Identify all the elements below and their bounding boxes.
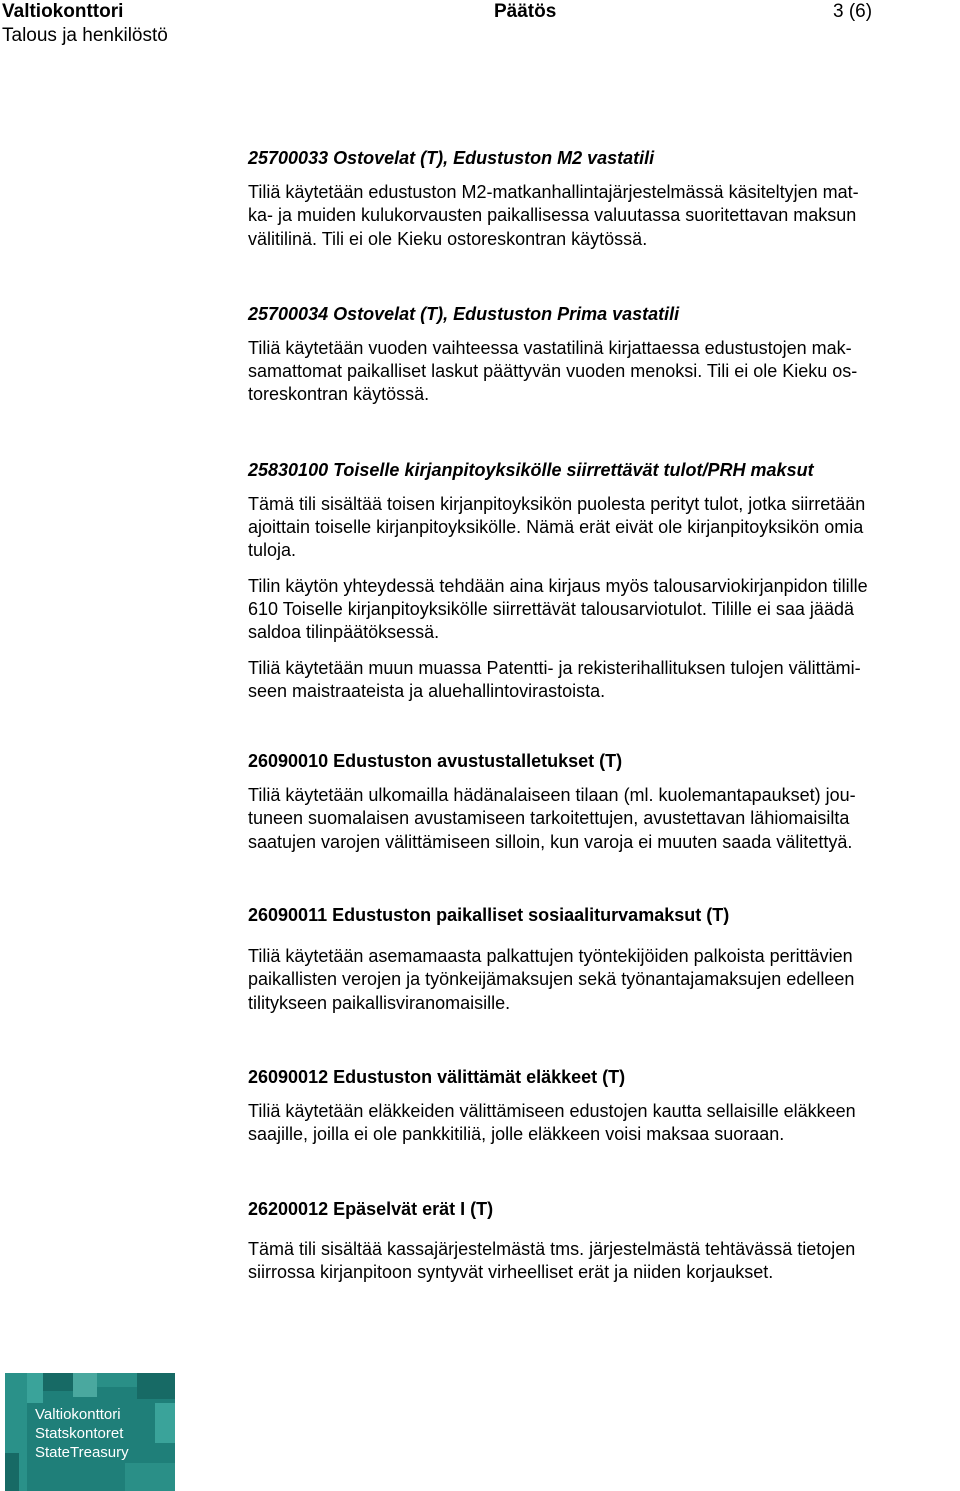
section-paragraph: Tilin käytön yhteydessä tehdään aina kirjaus myös talousarviokirjanpidon tilille 610 Toiselle kirjanpitoyksikölle siirrettävät talousarviotulot. Tilille ei saa jäädä saldoa tilinpäätöksessä. bbox=[248, 575, 868, 643]
account-section bbox=[248, 146, 960, 251]
section-title: 25700034 Ostovelat (T), Edustuston Prima vastatili bbox=[248, 303, 680, 324]
account-section bbox=[248, 903, 960, 1015]
account-section bbox=[248, 302, 960, 407]
logo-text-line: Statskontoret bbox=[35, 1425, 124, 1442]
section-title: 25700033 Ostovelat (T), Edustuston M2 vastatili bbox=[248, 148, 655, 168]
section-paragraph: Tämä tili sisältää kassajärjestelmästä tms. järjestelmästä tehtävässä tietojen siirrossa kirjanpitoon syntyvät virheelliset erät ja niiden korjaukset. bbox=[248, 1238, 856, 1282]
document-body bbox=[248, 146, 960, 1284]
document-type: Päätös bbox=[494, 1, 557, 22]
page-number: 3 (6) bbox=[833, 1, 873, 22]
logo-text-line: Valtiokonttori bbox=[35, 1406, 121, 1423]
organization-name: Valtiokonttori bbox=[2, 1, 124, 22]
section-title: 25830100 Toiselle kirjanpitoyksikölle siirrettävät tulot/PRH maksut bbox=[248, 459, 814, 480]
department-name: Talous ja henkilöstö bbox=[2, 25, 168, 46]
section-paragraph: Tiliä käytetään asemamaasta palkattujen työntekijöiden palkoista perittävien paikallisten verojen ja työnkeijämaksujen sekä työnantajamaksujen edelleen tilitykseen paikallisviranomaisille. bbox=[248, 946, 855, 1013]
account-section bbox=[248, 1197, 960, 1285]
logo-text-line: StateTreasury bbox=[35, 1444, 129, 1461]
section-title: 26090010 Edustuston avustustalletukset (T) bbox=[248, 751, 623, 772]
account-section bbox=[248, 1065, 960, 1147]
section-paragraph: Tiliä käytetään eläkkeiden välittämiseen edustojen kautta sellaisille eläkkeen saajille, joilla ei ole pankkitiliä, jolle eläkkeen voisi maksaa suoraan. bbox=[248, 1100, 856, 1145]
account-section bbox=[248, 458, 960, 703]
section-title: 26200012 Epäselvät erät I (T) bbox=[248, 1198, 494, 1219]
account-section bbox=[248, 749, 960, 854]
section-paragraph: Tiliä käytetään ulkomailla hädänalaiseen tilaan (ml. kuolemantapaukset) jou- tuneen suomalaisen avustamiseen tarkoitettujen, avustettavan lähiomaisilta saatujen varojen välittämiseen silloin, kun varoja ei muuten saada välitettyä. bbox=[248, 785, 856, 852]
section-paragraph: Tiliä käytetään vuoden vaihteessa vastatilinä kirjattaessa edustustojen mak- samattomat paikalliset laskut päättyvän vuoden menoksi. Tili ei ole Kieku os- toreskontran käytössä. bbox=[248, 337, 858, 405]
section-title: 26090012 Edustuston välittämät eläkkeet (T) bbox=[248, 1066, 626, 1087]
section-title: 26090011 Edustuston paikalliset sosiaaliturvamaksut (T) bbox=[248, 905, 730, 926]
state-treasury-logo bbox=[5, 1373, 175, 1491]
section-paragraph: Tämä tili sisältää toisen kirjanpitoyksikön puolesta perityt tulot, jotka siirretään ajoittain toiselle kirjanpitoyksikölle. Nämä erät eivät ole kirjanpitoyksikön omia tuloja. bbox=[248, 493, 866, 561]
section-paragraph: Tiliä käytetään muun muassa Patentti- ja rekisterihallituksen tulojen välittämi- seen maistraateista ja aluehallintovirastoista. bbox=[248, 657, 861, 701]
section-paragraph: Tiliä käytetään edustuston M2-matkanhallintajärjestelmässä käsiteltyjen mat- ka- ja muiden kulukorvausten paikallisessa valuutassa suoritettavan maksun välitilinä. Tili ei ole Kieku ostoreskontran käytössä. bbox=[248, 182, 859, 249]
